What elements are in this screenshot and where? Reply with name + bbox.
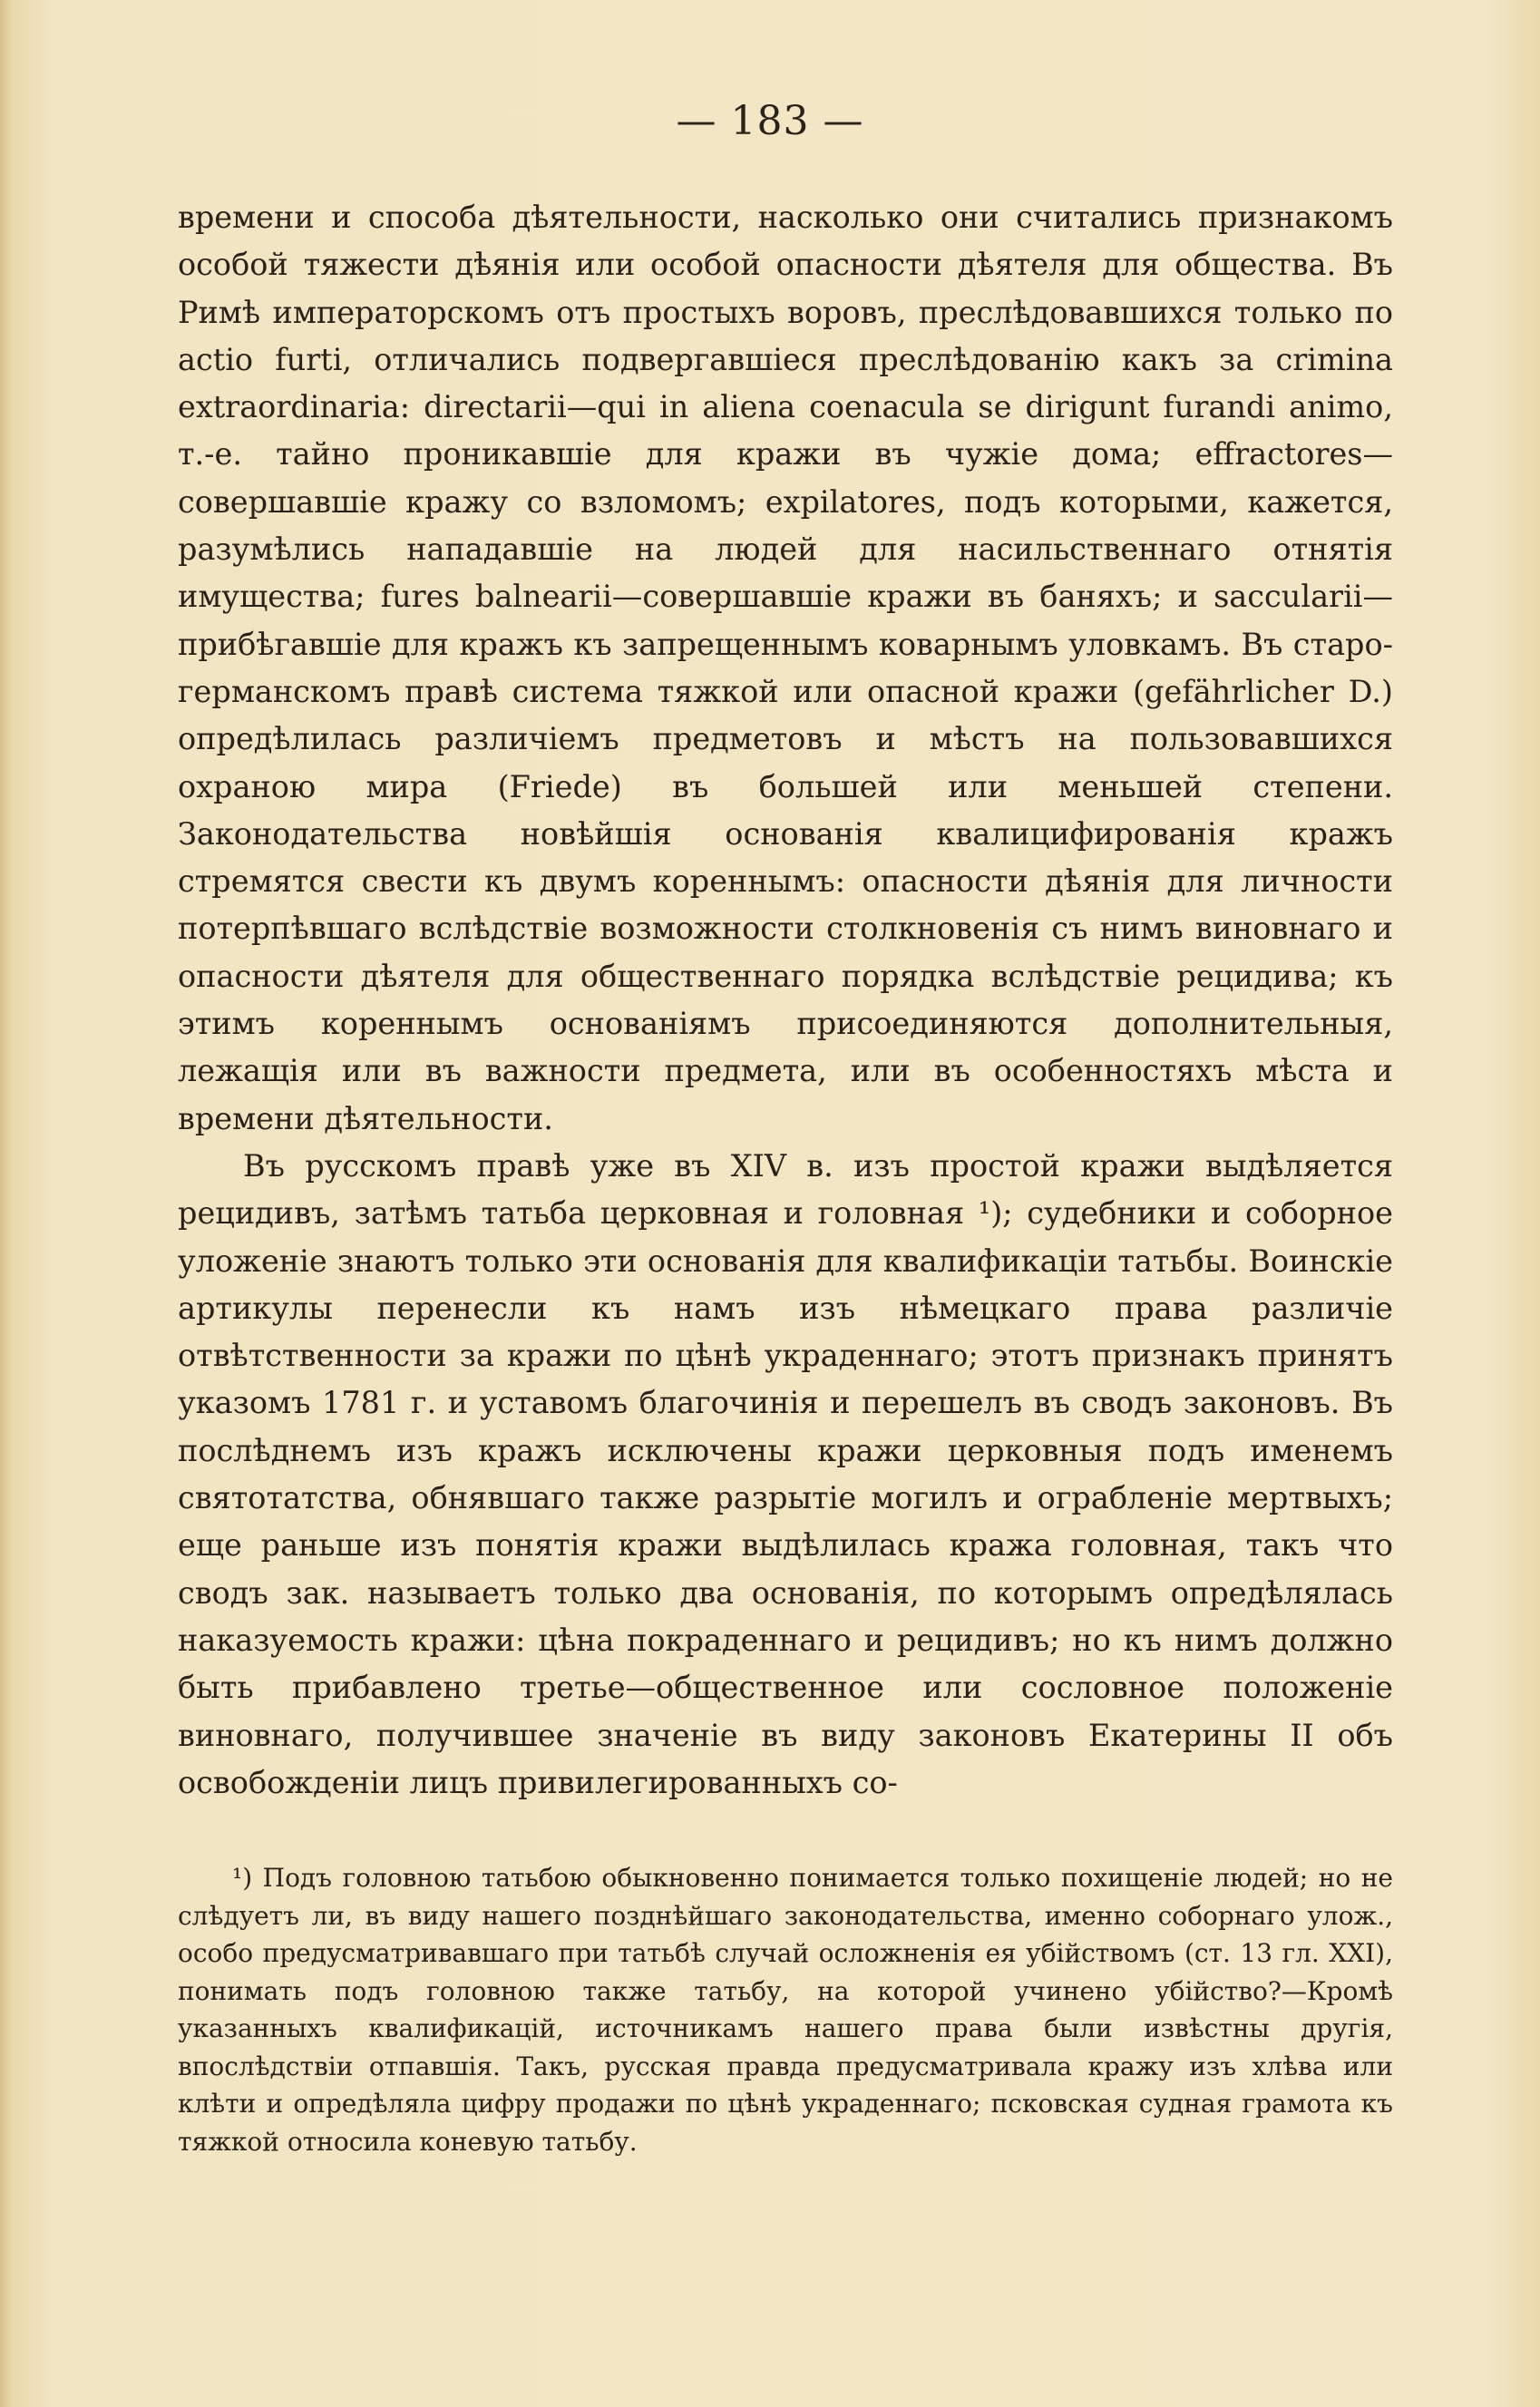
main-text (178, 194, 1393, 1807)
paragraph: времени и способа дѣятельности, насколько они считались признакомъ особой тяжести дѣянія или особой опасности дѣятеля для общества. Въ Римѣ императорскомъ отъ простыхъ воровъ, преслѣдовавшихся только по actio furti, отличались подвергавшіеся преслѣдованію какъ за crimina extraordinaria: directarii—qui in aliena coenacula se dirigunt furandi animo, т.-е. тайно проникавшіе для кражи въ чужіе дома; effractores—совершавшіе кражу со взломомъ; expilatores, подъ которыми, кажется, разумѣлись нападавшіе на людей для насильственнаго отнятія имущества; fures balnearii—совершавшіе кражи въ баняхъ; и saccularii—прибѣгавшіе для кражъ къ запрещеннымъ коварнымъ уловкамъ. Въ старо-германскомъ правѣ система тяжкой или опасной кражи (gefährlicher D.) опредѣлилась различіемъ предметовъ и мѣстъ на пользовавшихся охраною мира (Friede) въ большей или меньшей степени. Законодательства новѣйшія основанія квалицифированія кражъ стремятся свести къ двумъ кореннымъ: опасности дѣянія для личности потерпѣвшаго вслѣдствіе возможности столкновенія съ нимъ виновнаго и опасности дѣятеля для общественнаго порядка вслѣдствіе рецидива; къ этимъ кореннымъ основаніямъ присоединяются дополнительныя, лежащія или въ важности предмета, или въ особенностяхъ мѣста и времени дѣятельности. (178, 200, 1393, 1136)
paragraph: Въ русскомъ правѣ уже въ XIV в. изъ простой кражи выдѣляется рецидивъ, затѣмъ татьба церковная и головная ¹); судебники и соборное уложеніе знаютъ только эти основанія для квалификаціи татьбы. Воинскіе артикулы перенесли къ намъ изъ нѣмецкаго права различіе отвѣтственности за кражи по цѣнѣ украденнаго; этотъ признакъ принятъ указомъ 1781 г. и уставомъ благочинія и перешелъ въ сводъ законовъ. Въ послѣднемъ изъ кражъ исключены кражи церковныя подъ именемъ святотатства, обнявшаго также разрытіе могилъ и ограбленіе мертвыхъ; еще раньше изъ понятія кражи выдѣлилась кража головная, такъ что сводъ зак. называетъ только два основанія, по которымъ опредѣлялась наказуемость кражи: цѣна покраденнаго и рецидивъ; но къ нимъ должно быть прибавлено третье—общественное или сословное положеніе виновнаго, получившее значеніе въ виду законовъ Екатерины II объ освобожденіи лицъ привилегированныхъ со- (178, 1147, 1393, 1800)
page-number: — 183 — (676, 98, 864, 144)
footnote: ¹) Подъ головною татьбою обыкновенно понимается только похищеніе людей; но не слѣдуетъ ли, въ виду нашего позднѣйшаго законодательства, именно соборнаго улож., особо предусматривавшаго при татьбѣ случай осложненія ея убійствомъ (ст. 13 гл. XXI), понимать подъ головною также татьбу, на которой учинено убійство?—Кромѣ указанныхъ квалификацій, источникамъ нашего права были извѣстны другія, впослѣдствіи отпавшія. Такъ, русская правда предусматривала кражу изъ хлѣва или клѣти и опредѣляла цифру продажи по цѣнѣ украденнаго; псковская судная грамота къ тяжкой относила коневую татьбу. (178, 1863, 1393, 2157)
footnotes (178, 1859, 1393, 2160)
